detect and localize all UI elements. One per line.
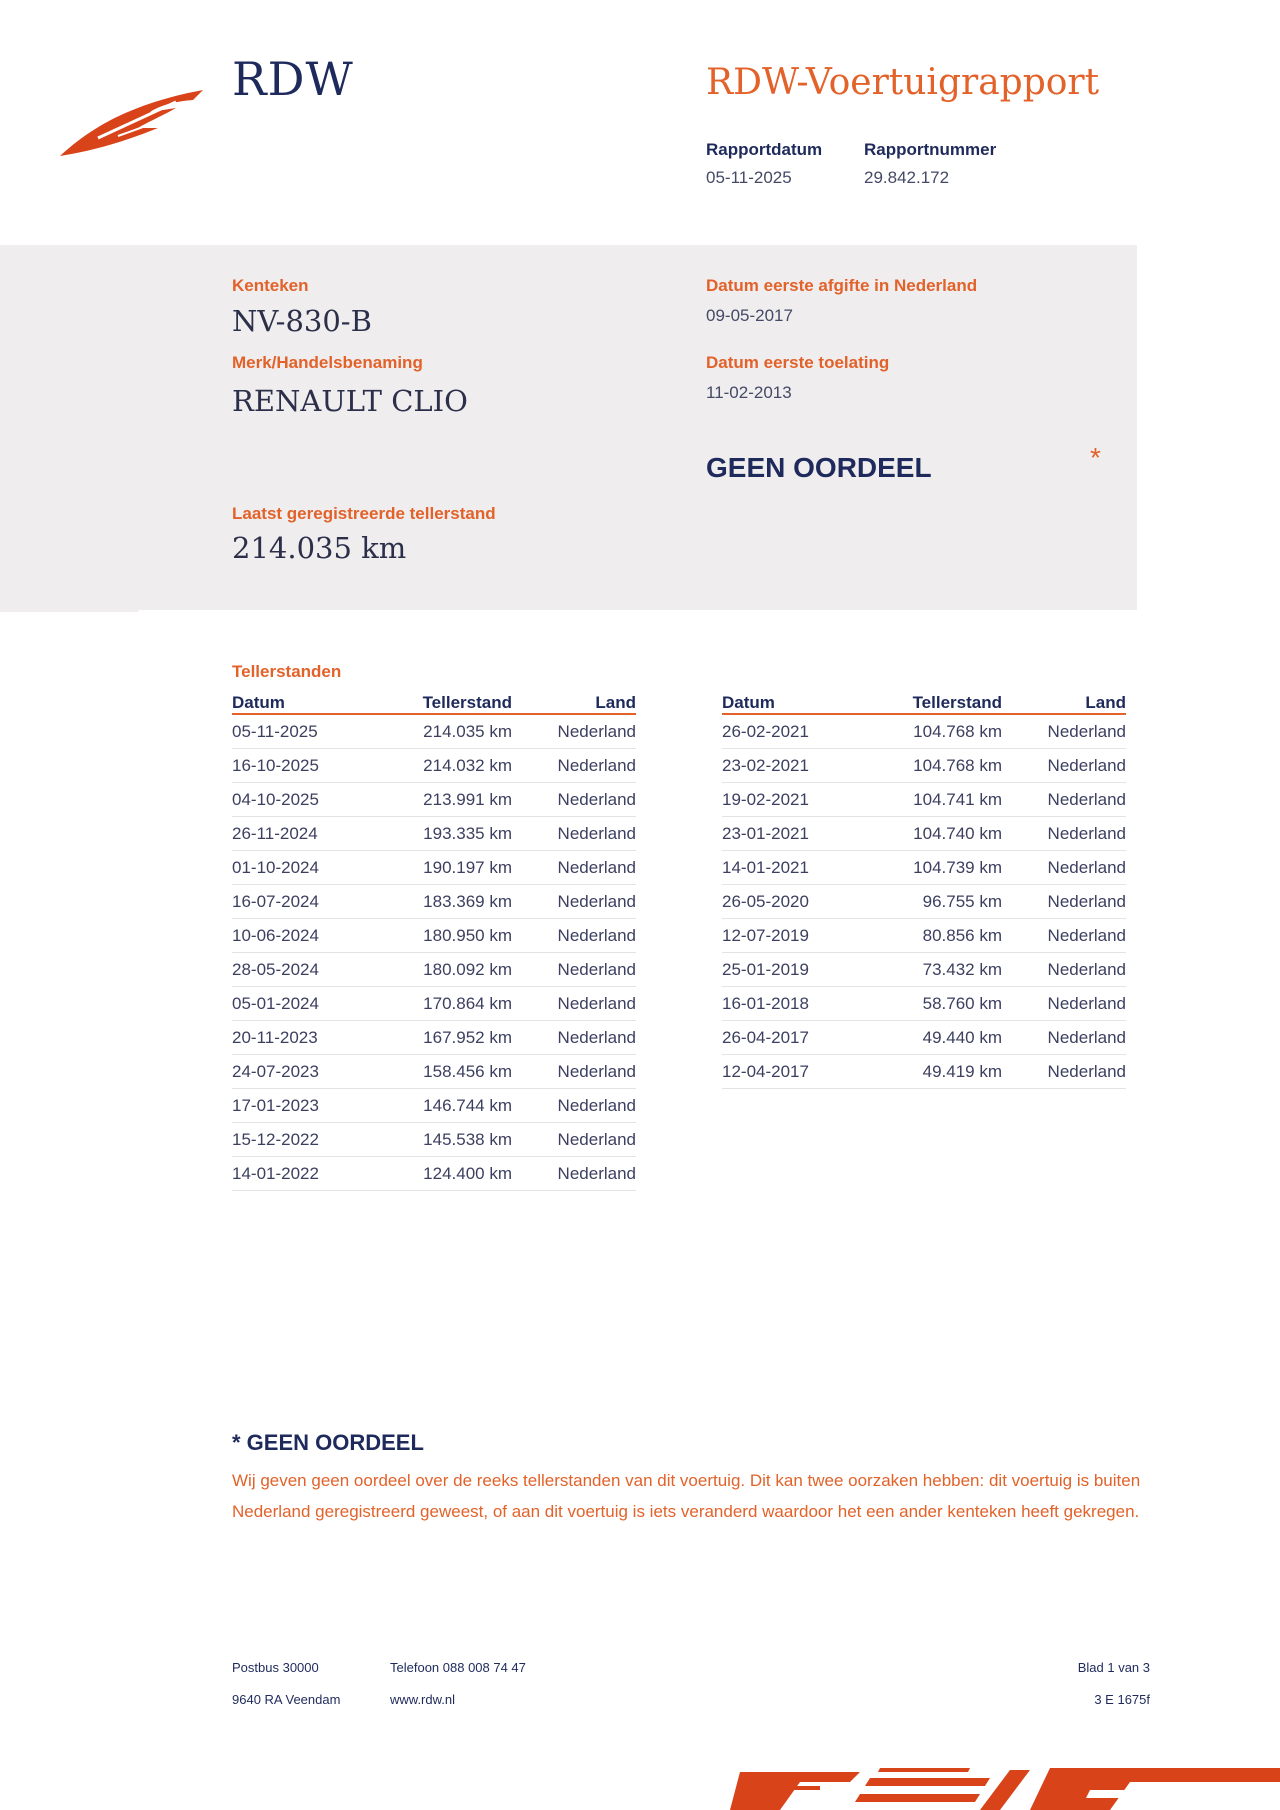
cell-km: 146.744 km [372,1089,512,1123]
cell-country: Nederland [1002,851,1126,885]
table-header-row [232,687,636,714]
cell-date: 10-06-2024 [232,919,372,953]
cell-country: Nederland [512,987,636,1021]
cell-km: 193.335 km [372,817,512,851]
decorative-stripes-icon [730,1760,1280,1810]
table-row [232,987,636,1021]
footnote-text: Wij geven geen oordeel over de reeks tellerstanden van dit voertuig. Dit kan twee oorzaken hebben: dit voertuig is buiten Nederland geregistreerd geweest, of aan dit voertuig is iets veranderd waardoor het een ander kenteken heeft gekregen. [232,1471,1141,1521]
cell-date: 12-04-2017 [722,1055,862,1089]
cell-date: 17-01-2023 [232,1089,372,1123]
cell-date: 19-02-2021 [722,783,862,817]
table-row [722,953,1126,987]
cell-km: 213.991 km [372,783,512,817]
table-row [232,885,636,919]
cell-km: 214.032 km [372,749,512,783]
cell-date: 26-11-2024 [232,817,372,851]
odometer-table-right [722,687,1126,1089]
cell-km: 104.740 km [862,817,1002,851]
cell-country: Nederland [1002,919,1126,953]
table-row [232,1055,636,1089]
table-row [722,817,1126,851]
cell-date: 23-01-2021 [722,817,862,851]
cell-date: 14-01-2021 [722,851,862,885]
last-odometer-label: Laatst geregistreerde tellerstand [232,504,496,523]
footer-page-number: Blad 1 van 3 [1077,1660,1150,1675]
cell-country: Nederland [1002,714,1126,749]
odometer-table-left-body [232,714,636,1191]
report-title: RDW-Voertuigrapport [706,62,1100,103]
cell-country: Nederland [512,919,636,953]
footer-postbus: Postbus 30000 [232,1660,319,1675]
logo-text: RDW [232,52,354,106]
cell-km: 104.768 km [862,714,1002,749]
cell-date: 25-01-2019 [722,953,862,987]
table-row [722,714,1126,749]
cell-km: 170.864 km [372,987,512,1021]
table-row [232,1123,636,1157]
cell-date: 16-01-2018 [722,987,862,1021]
cell-country: Nederland [512,817,636,851]
column-header-km: Tellerstand [372,687,512,714]
report-date-label: Rapportdatum [706,140,823,159]
cell-country: Nederland [512,1055,636,1089]
cell-km: 80.856 km [862,919,1002,953]
cell-km: 124.400 km [372,1157,512,1191]
column-header-date: Datum [722,687,862,714]
verdict-star: * [1090,442,1101,473]
cell-km: 190.197 km [372,851,512,885]
plate-value: NV-830-B [232,304,372,338]
cell-date: 24-07-2023 [232,1055,372,1089]
cell-km: 145.538 km [372,1123,512,1157]
cell-country: Nederland [1002,817,1126,851]
cell-km: 104.768 km [862,749,1002,783]
cell-country: Nederland [1002,1055,1126,1089]
footer-city: 9640 RA Veendam [232,1692,341,1707]
cell-date: 26-04-2017 [722,1021,862,1055]
cell-country: Nederland [1002,749,1126,783]
cell-country: Nederland [512,885,636,919]
cell-country: Nederland [512,714,636,749]
first-nl-label: Datum eerste afgifte in Nederland [706,276,978,295]
table-row [722,783,1126,817]
last-odometer-value: 214.035 km [232,531,407,565]
table-row [232,1021,636,1055]
make-value: RENAULT CLIO [232,384,468,418]
footer-code: 3 E 1675f [1094,1692,1150,1707]
cell-country: Nederland [1002,783,1126,817]
column-header-country: Land [1002,687,1126,714]
table-row [232,749,636,783]
table-row [232,714,636,749]
table-row [722,1055,1126,1089]
cell-date: 16-07-2024 [232,885,372,919]
cell-country: Nederland [512,1157,636,1191]
table-row [722,851,1126,885]
cell-country: Nederland [1002,953,1126,987]
report-number: 29.842.172 [864,168,950,187]
cell-country: Nederland [512,1089,636,1123]
cell-km: 49.419 km [862,1055,1002,1089]
summary-panel [0,245,1137,610]
cell-date: 01-10-2024 [232,851,372,885]
cell-date: 26-02-2021 [722,714,862,749]
cell-country: Nederland [512,1021,636,1055]
report-number-label: Rapportnummer [864,140,997,159]
cell-date: 05-01-2024 [232,987,372,1021]
cell-km: 180.950 km [372,919,512,953]
column-header-country: Land [512,687,636,714]
footer-phone: Telefoon 088 008 74 47 [390,1660,526,1675]
table-row [232,1089,636,1123]
cell-date: 16-10-2025 [232,749,372,783]
first-admission-date: 11-02-2013 [706,383,792,402]
cell-country: Nederland [512,749,636,783]
table-row [722,1021,1126,1055]
cell-km: 180.092 km [372,953,512,987]
make-label: Merk/Handelsbenaming [232,353,423,372]
cell-date: 20-11-2023 [232,1021,372,1055]
odometer-section-title: Tellerstanden [232,662,342,681]
cell-country: Nederland [512,953,636,987]
cell-date: 23-02-2021 [722,749,862,783]
report-date: 05-11-2025 [706,168,792,187]
cell-km: 73.432 km [862,953,1002,987]
footer-website-link[interactable]: www.rdw.nl [390,1692,456,1707]
cell-date: 12-07-2019 [722,919,862,953]
footnote-title: * GEEN OORDEEL [232,1430,424,1455]
cell-country: Nederland [512,1123,636,1157]
plate-label: Kenteken [232,276,309,295]
odometer-table-left [232,687,636,1191]
cell-km: 167.952 km [372,1021,512,1055]
cell-date: 28-05-2024 [232,953,372,987]
odometer-table-right-body [722,714,1126,1089]
cell-date: 04-10-2025 [232,783,372,817]
cell-km: 104.739 km [862,851,1002,885]
cell-km: 96.755 km [862,885,1002,919]
table-row [232,1157,636,1191]
cell-km: 49.440 km [862,1021,1002,1055]
cell-km: 58.760 km [862,987,1002,1021]
cell-km: 183.369 km [372,885,512,919]
cell-date: 15-12-2022 [232,1123,372,1157]
table-header-row [722,687,1126,714]
first-nl-date: 09-05-2017 [706,306,793,325]
table-row [232,817,636,851]
table-row [722,885,1126,919]
verdict-text: GEEN OORDEEL [706,452,932,483]
cell-country: Nederland [512,851,636,885]
table-row [722,749,1126,783]
cell-country: Nederland [512,783,636,817]
table-row [722,919,1126,953]
cell-km: 158.456 km [372,1055,512,1089]
table-row [722,987,1126,1021]
cell-date: 26-05-2020 [722,885,862,919]
rdw-logo-icon [58,78,208,168]
cell-km: 104.741 km [862,783,1002,817]
summary-panel-tail [0,582,150,612]
cell-date: 14-01-2022 [232,1157,372,1191]
table-row [232,783,636,817]
column-header-km: Tellerstand [862,687,1002,714]
cell-date: 05-11-2025 [232,714,372,749]
first-admission-label: Datum eerste toelating [706,353,890,372]
cell-country: Nederland [1002,885,1126,919]
table-row [232,919,636,953]
column-header-date: Datum [232,687,372,714]
cell-country: Nederland [1002,1021,1126,1055]
cell-km: 214.035 km [372,714,512,749]
table-row [232,851,636,885]
table-row [232,953,636,987]
cell-country: Nederland [1002,987,1126,1021]
